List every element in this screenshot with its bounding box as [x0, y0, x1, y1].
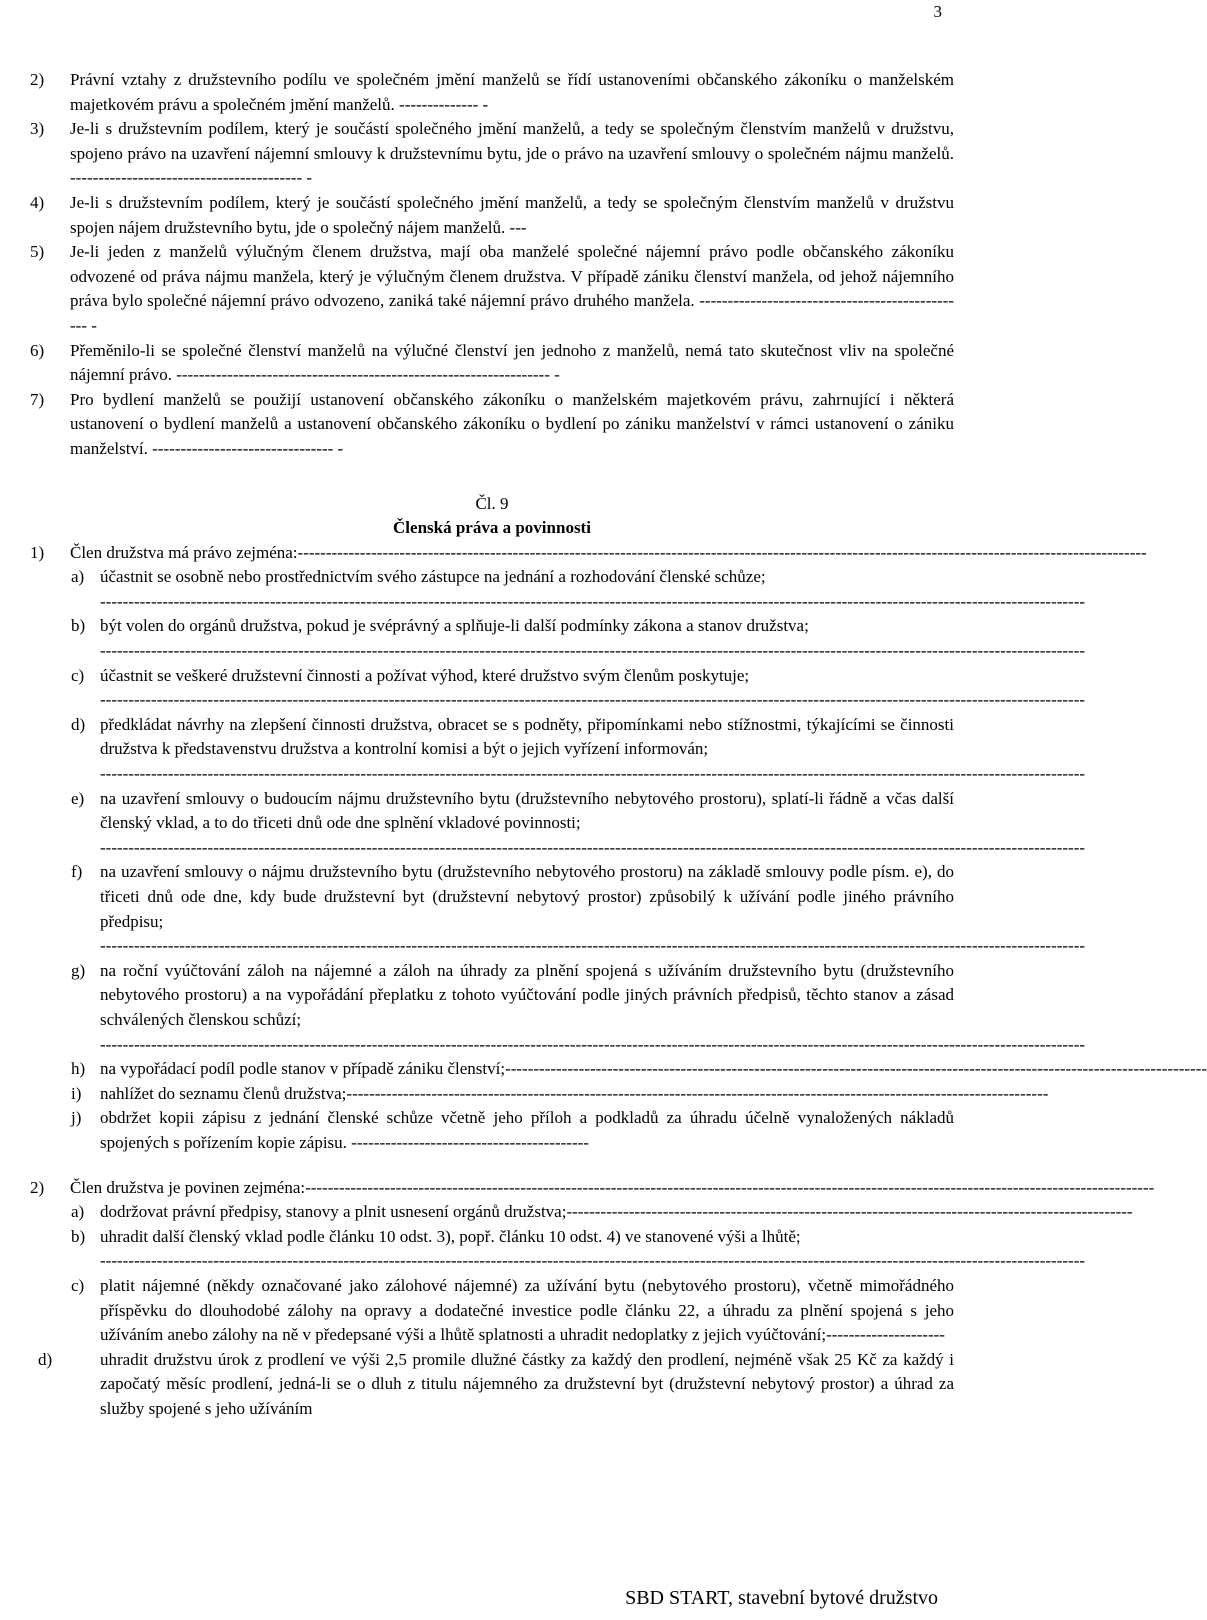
item-text: na uzavření smlouvy o budoucím nájmu družstevního bytu (družstevního nebytového prostoru), splatí-li řádně a včas další členský vklad, a to do třiceti dnů ode dne splnění vkladové povinnosti;: [100, 788, 954, 833]
page-number: 3: [933, 2, 942, 21]
item-text: uhradit družstvu úrok z prodlení ve výši 2,5 promile dlužné částky za každý den prodlení, nejméně však 25 Kč za každý i započatý měsíc prodlení, jedná-li se o dluh z titulu nájemného za družstevní byt (družstevní nebytový prostor) a úhrad za služby spojené s jeho užíváním: [100, 1349, 954, 1418]
paragraph-text: Člen družstva je povinen zejména:: [70, 1177, 306, 1197]
paragraph-number: 7): [30, 389, 45, 409]
paragraph-text: Je-li s družstevním podílem, který je součástí společného jmění manželů, a tedy se společným členstvím manželů v družstvu, spojeno právo na uzavření nájemní smlouvy k družstevnímu bytu, jde o právo na uzavření smlouvy o společném nájmu manželů. ----------------------------------------- -: [70, 119, 954, 188]
footer-company: SBD START, stavební bytové družstvo: [625, 1587, 938, 1609]
paragraph-number: 2): [30, 1177, 45, 1197]
duties-item-d: [30, 1348, 954, 1422]
item-letter: a): [71, 1202, 85, 1222]
paragraph-number: 1): [30, 542, 45, 562]
spacer: [30, 1156, 954, 1176]
rights-item-i: [30, 1082, 1049, 1107]
paragraph-text: Je-li s družstevním podílem, který je součástí společného jmění manželů, a tedy se společným členstvím manželů v družstvu spojen nájem družstevního bytu, jde o společný nájem manželů. ---: [70, 192, 954, 237]
dash-filler: ------------------------------------------------------------------------------------------------------------------------------------------------------: [297, 542, 1147, 562]
item-letter: h): [71, 1059, 86, 1079]
rights-item-g: [30, 959, 1086, 1057]
paragraph-2: [30, 68, 954, 117]
item-letter: e): [71, 788, 85, 808]
dash-filler: ------------------------------------------------------------------------------------------------------------------------------------------------------------------------------: [100, 591, 1086, 611]
dash-filler: ------------------------------------------------------------------------------------------------------------------------------------------------------------------------------: [100, 641, 1086, 661]
item-text: účastnit se veškeré družstevní činnosti a požívat výhod, které družstvo svým členům poskytuje;: [100, 665, 750, 685]
item-text: na roční vyúčtování záloh na nájemné a záloh na úhrady za plnění spojená s užíváním družstevního bytu (družstevního nebytového prostoru) a na vypořádání přeplatku z tohoto vyúčtování podle jiných právních předpisů, těchto stanov a zásad schválených členskou schůzí;: [100, 960, 954, 1029]
article-number: Čl. 9: [475, 493, 509, 513]
rights-item-h: [30, 1057, 1207, 1082]
item-text: uhradit další členský vklad podle článku 10 odst. 3), popř. článku 10 odst. 4) ve stanovené výši a lhůtě;: [100, 1226, 801, 1246]
paragraph-number: 6): [30, 340, 45, 360]
item-text: účastnit se osobně nebo prostřednictvím svého zástupce na jednání a rozhodování členské schůze;: [100, 567, 766, 587]
rights-item-b: [30, 614, 1086, 663]
item-text: být volen do orgánů družstva, pokud je svéprávný a splňuje-li další podmínky zákona a stanov družstva;: [100, 616, 809, 636]
duties-item-c: [30, 1274, 954, 1348]
dash-filler: ------------------------------------------------------------------------------------------------------------------------------------------------------------------------------: [100, 690, 1086, 710]
paragraph-text: Člen družstva má právo zejména:: [70, 542, 298, 562]
item-text: předkládat návrhy na zlepšení činnosti družstva, obracet se s podněty, připomínkami nebo stížnostmi, týkajícími se činnosti družstva k představenstvu družstva a kontrolní komisi a být o jejich vyřízení informován;: [100, 714, 954, 759]
item-letter: c): [71, 665, 85, 685]
paragraph-text: Právní vztahy z družstevního podílu ve společném jmění manželů se řídí ustanoveními občanského zákoníku o manželském majetkovém právu a společném jmění manželů. -------------- -: [70, 70, 954, 114]
rights-item-f: [30, 860, 1086, 958]
item-text: na uzavření smlouvy o nájmu družstevního bytu (družstevního nebytového prostoru) na základě smlouvy podle písm. e), do třiceti dnů ode dne, kdy bude družstevní byt (družstevní nebytový prostor) způsobilý k užívání podle jiného právního předpisu;: [100, 862, 954, 931]
paragraph-5: [30, 240, 954, 338]
paragraph-text: Je-li jeden z manželů výlučným členem družstva, mají oba manželé společné nájemní právo podle občanského zákoníku odvozené od práva nájmu manžela, který je výlučným členem družstva. V případě zániku členství manžela, od jehož nájemního práva bylo společné nájemní právo odvozeno, zaniká také nájemní právo druhého manžela. ------------------------------------------------ -: [70, 242, 954, 335]
rights-item-c: [30, 664, 1086, 713]
item-letter: g): [71, 960, 86, 980]
paragraph-4: [30, 191, 954, 240]
paragraph-3: [30, 117, 954, 191]
item-letter: d): [71, 714, 86, 734]
item-text: nahlížet do seznamu členů družstva;: [100, 1083, 347, 1103]
rights-item-j: [30, 1106, 954, 1155]
dash-filler: ---------------------: [826, 1325, 945, 1345]
document-body: [30, 68, 1207, 1421]
dash-filler: ------------------------------------------------------------------------------------------------------------------------------------------------------------------------------: [100, 1251, 1086, 1271]
dash-filler: ------------------------------------------------------------------------------------------------------------------------------------------------------------------------------: [100, 764, 1086, 784]
rights-intro: [30, 541, 1147, 566]
article-title: Členská práva a povinnosti: [393, 518, 591, 538]
paragraph-number: 5): [30, 242, 45, 262]
item-text: platit nájemné (někdy označované jako zálohové nájemné) za užívání bytu (nebytového prostoru), včetně mimořádného příspěvku do dlouhodobé zálohy na opravy a dodatečné investice podle článku 22, a úhradu za plnění spojená s jeho užíváním anebo zálohy na ně v předepsané výši a lhůtě splatnosti a uhradit nedoplatky z jejich vyúčtování;: [100, 1275, 954, 1345]
paragraph-number: 4): [30, 192, 45, 212]
paragraph-6: [30, 339, 954, 388]
duties-item-a: [30, 1200, 1133, 1225]
dash-filler: ----------------------------------------------------------------------------------------------------------------------------: [505, 1059, 1207, 1079]
item-letter: i): [71, 1083, 82, 1103]
paragraph-7: [30, 388, 954, 462]
dash-filler: ------------------------------------------------------------------------------------------------------------------------------------------------------------------------------: [100, 936, 1086, 956]
dash-filler: ----------------------------------------------------------------------------------------------------------------------------: [346, 1083, 1049, 1103]
duties-intro: [30, 1176, 1155, 1201]
item-letter: a): [71, 567, 85, 587]
item-letter: b): [71, 616, 86, 636]
rights-item-e: [30, 787, 1086, 861]
paragraph-number: 2): [30, 70, 45, 89]
rights-item-d: [30, 713, 1086, 787]
item-text: obdržet kopii zápisu z jednání členské schůze včetně jeho příloh a podkladů za úhradu účelně vynaložených nákladů spojených s pořízením kopie zápisu.: [100, 1108, 954, 1152]
item-text: na vypořádací podíl podle stanov v případě zániku členství;: [100, 1059, 506, 1079]
duties-item-b: [30, 1225, 1086, 1274]
item-letter: j): [71, 1108, 82, 1128]
dash-filler: ------------------------------------------------------------------------------------------------------------------------------------------------------------------------------: [100, 837, 1086, 857]
paragraph-text: Přeměnilo-li se společné členství manželů na výlučné členství jen jednoho z manželů, nemá tato skutečnost vliv na společné nájemní právo. ------------------------------------------------------------------ -: [70, 340, 954, 385]
paragraph-number: 3): [30, 119, 45, 139]
item-letter: b): [71, 1226, 86, 1246]
dash-filler: ------------------------------------------------------------------------------------------------------------------------------------------------------------------------------: [100, 1034, 1086, 1054]
paragraph-text: Pro bydlení manželů se použijí ustanovení občanského zákoníku o manželském majetkovém právu, zahrnující i některá ustanovení o bydlení manželů a ustanovení občanského zákoníku o bydlení po zániku manželství v rámci ustanovení o zániku manželství. -------------------------------- -: [70, 389, 954, 458]
item-letter: d): [38, 1349, 53, 1369]
dash-filler: ----------------------------------------------------------------------------------------------------: [566, 1202, 1133, 1222]
item-letter: c): [71, 1275, 85, 1295]
item-letter: f): [71, 862, 83, 882]
dash-filler: ------------------------------------------------------------------------------------------------------------------------------------------------------: [305, 1177, 1155, 1197]
item-text: dodržovat právní předpisy, stanovy a plnit usnesení orgánů družstva;: [100, 1202, 567, 1222]
rights-item-a: [30, 565, 1086, 614]
dash-filler: ------------------------------------------: [351, 1132, 589, 1152]
